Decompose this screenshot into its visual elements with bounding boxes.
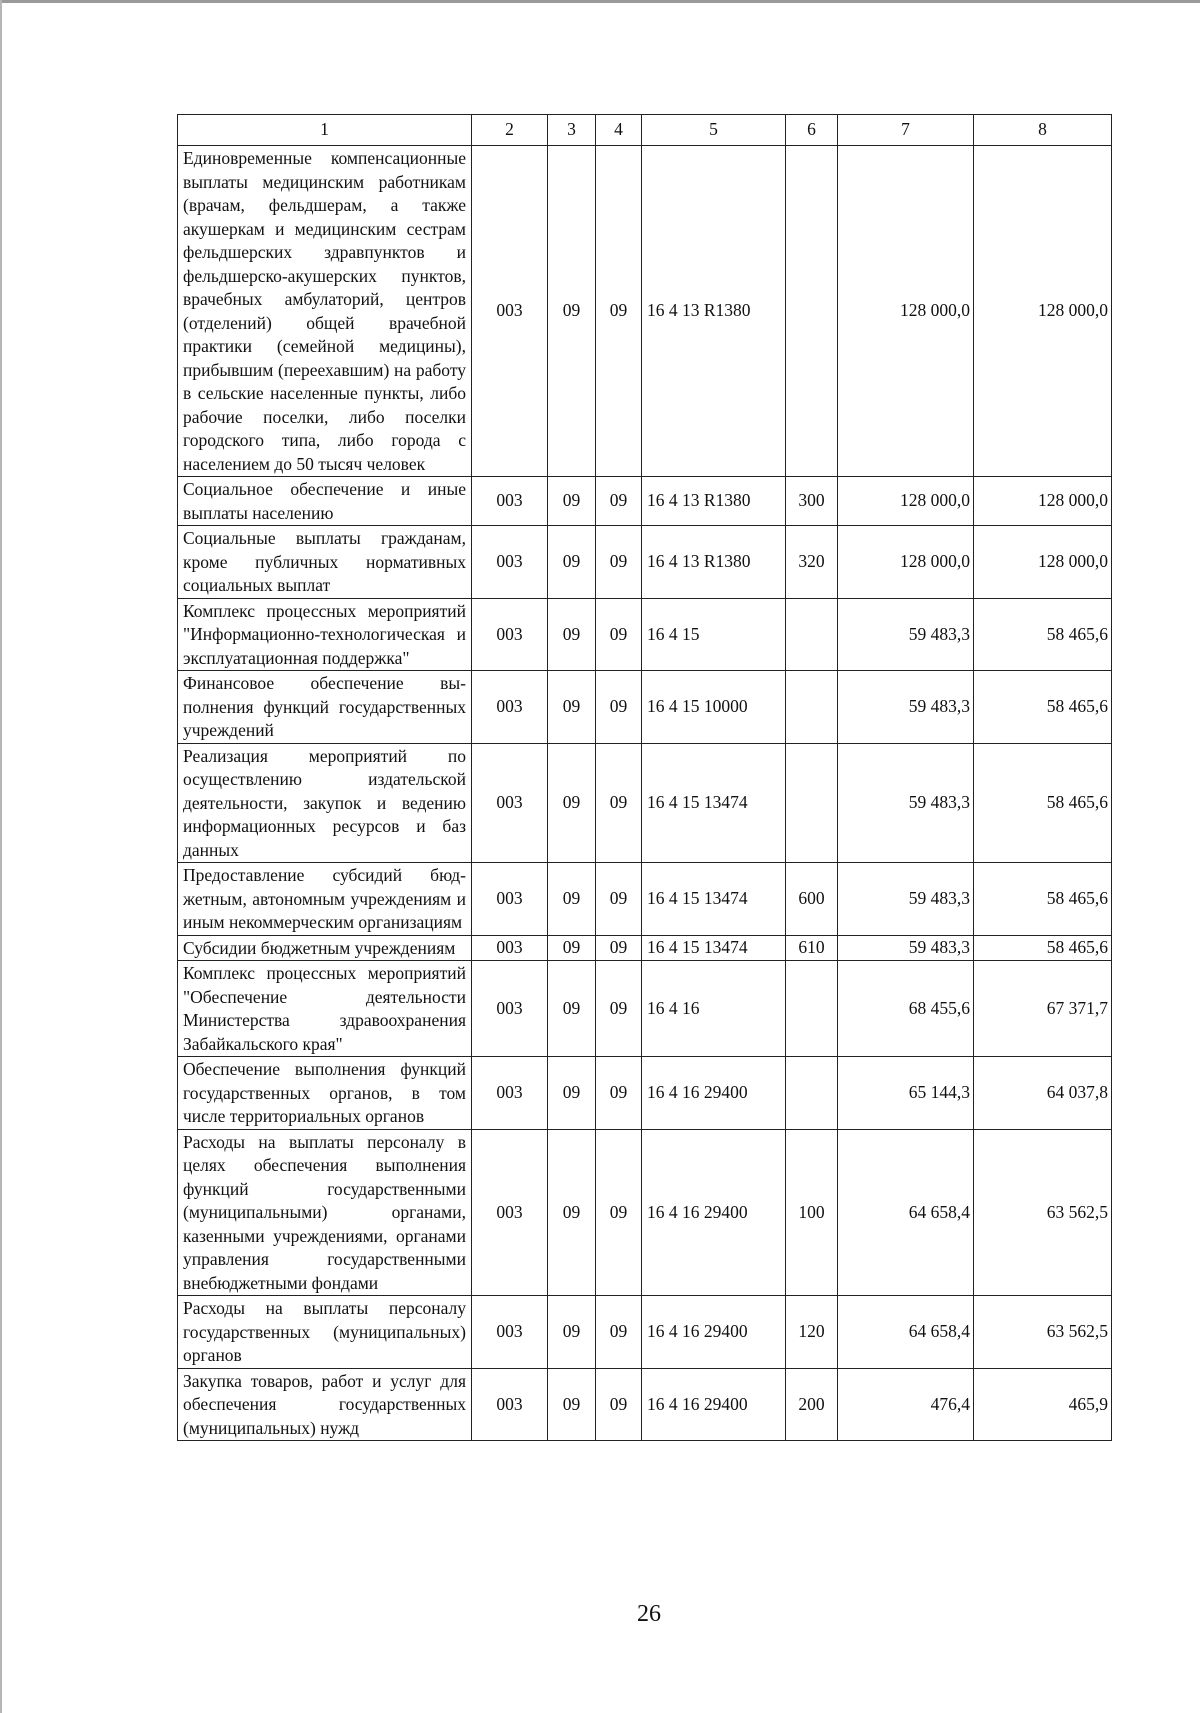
table-header-row: [178, 115, 1112, 146]
scan-edge-left: [0, 0, 2, 1713]
subsection-code: 09: [596, 1129, 642, 1296]
row-description: Единовременные компенсационные выплаты медицинским работникам (врачам, фельдшерам, а также акушеркам и медицинским сестрам фельдшерских здравпунктов и фельдшерско-акушерских пунктов, врачебных амбулаторий, центров (отделений) общей врачебной практики (семейной медицины), прибывшим (переехавшим) на работу в сельские населенные пункты, либо рабочие поселки, либо поселки городского типа, либо города с населением до 50 тысяч человек: [178, 146, 472, 477]
amount-col7: 128 000,0: [838, 526, 974, 599]
expense-type-code: 610: [786, 935, 838, 961]
table-row: [178, 1129, 1112, 1296]
row-description: Комплекс процессных мероприятий "Информационно-технологическая и эксплуатационная поддержка": [178, 598, 472, 671]
target-article-code: 16 4 15 10000: [642, 671, 786, 744]
column-header-1: 1: [178, 115, 472, 146]
table-row: [178, 1057, 1112, 1130]
column-header-2: 2: [472, 115, 548, 146]
amount-col7: 65 144,3: [838, 1057, 974, 1130]
section-code: 09: [548, 671, 596, 744]
target-article-code: 16 4 16: [642, 961, 786, 1057]
table-row: [178, 526, 1112, 599]
ministry-code: 003: [472, 863, 548, 936]
scan-edge-top: [0, 0, 1200, 3]
subsection-code: 09: [596, 1296, 642, 1369]
amount-col7: 59 483,3: [838, 935, 974, 961]
table-row: [178, 743, 1112, 863]
amount-col7: 59 483,3: [838, 863, 974, 936]
target-article-code: 16 4 13 R1380: [642, 477, 786, 526]
amount-col7: 59 483,3: [838, 743, 974, 863]
subsection-code: 09: [596, 935, 642, 961]
amount-col8: 58 465,6: [974, 671, 1112, 744]
expense-type-code: [786, 961, 838, 1057]
amount-col7: 68 455,6: [838, 961, 974, 1057]
expense-type-code: 100: [786, 1129, 838, 1296]
row-description: Расходы на выплаты персоналу государственных (муниципальных) органов: [178, 1296, 472, 1369]
section-code: 09: [548, 1368, 596, 1441]
ministry-code: 003: [472, 477, 548, 526]
amount-col7: 59 483,3: [838, 671, 974, 744]
amount-col8: 63 562,5: [974, 1129, 1112, 1296]
ministry-code: 003: [472, 671, 548, 744]
amount-col7: 59 483,3: [838, 598, 974, 671]
target-article-code: 16 4 16 29400: [642, 1296, 786, 1369]
target-article-code: 16 4 13 R1380: [642, 526, 786, 599]
subsection-code: 09: [596, 477, 642, 526]
row-description: Социальное обеспечение и иные выплаты населению: [178, 477, 472, 526]
target-article-code: 16 4 16 29400: [642, 1057, 786, 1130]
expense-type-code: 200: [786, 1368, 838, 1441]
section-code: 09: [548, 598, 596, 671]
table-row: [178, 477, 1112, 526]
subsection-code: 09: [596, 671, 642, 744]
ministry-code: 003: [472, 1057, 548, 1130]
amount-col7: 128 000,0: [838, 146, 974, 477]
amount-col8: 58 465,6: [974, 935, 1112, 961]
section-code: 09: [548, 1296, 596, 1369]
row-description: Обеспечение выполнения функций государственных органов, в том числе территориальных органов: [178, 1057, 472, 1130]
expense-type-code: [786, 146, 838, 477]
ministry-code: 003: [472, 598, 548, 671]
expense-type-code: 120: [786, 1296, 838, 1369]
target-article-code: 16 4 15 13474: [642, 743, 786, 863]
table-row: [178, 961, 1112, 1057]
row-description: Предоставление субсидий бюджетным, автономным учреждениям и иным некоммерческим организациям: [178, 863, 472, 936]
target-article-code: 16 4 16 29400: [642, 1368, 786, 1441]
table-row: [178, 863, 1112, 936]
amount-col8: 128 000,0: [974, 526, 1112, 599]
amount-col8: 58 465,6: [974, 863, 1112, 936]
section-code: 09: [548, 1057, 596, 1130]
section-code: 09: [548, 1129, 596, 1296]
amount-col8: 63 562,5: [974, 1296, 1112, 1369]
expense-type-code: [786, 743, 838, 863]
amount-col7: 64 658,4: [838, 1296, 974, 1369]
table-row: [178, 598, 1112, 671]
subsection-code: 09: [596, 146, 642, 477]
column-header-3: 3: [548, 115, 596, 146]
ministry-code: 003: [472, 146, 548, 477]
subsection-code: 09: [596, 743, 642, 863]
section-code: 09: [548, 961, 596, 1057]
expense-type-code: [786, 671, 838, 744]
expense-type-code: [786, 1057, 838, 1130]
table-row: [178, 146, 1112, 477]
amount-col8: 128 000,0: [974, 477, 1112, 526]
subsection-code: 09: [596, 526, 642, 599]
ministry-code: 003: [472, 935, 548, 961]
table-row: [178, 1368, 1112, 1441]
row-description: Социальные выплаты гражданам, кроме публичных нормативных социальных выплат: [178, 526, 472, 599]
section-code: 09: [548, 526, 596, 599]
amount-col8: 67 371,7: [974, 961, 1112, 1057]
amount-col7: 128 000,0: [838, 477, 974, 526]
amount-col8: 58 465,6: [974, 598, 1112, 671]
expense-type-code: 320: [786, 526, 838, 599]
target-article-code: 16 4 16 29400: [642, 1129, 786, 1296]
row-description: Закупка товаров, работ и услуг для обеспечения государственных (муниципальных) нужд: [178, 1368, 472, 1441]
expense-type-code: [786, 598, 838, 671]
table-row: [178, 1296, 1112, 1369]
ministry-code: 003: [472, 743, 548, 863]
section-code: 09: [548, 146, 596, 477]
subsection-code: 09: [596, 961, 642, 1057]
amount-col8: 64 037,8: [974, 1057, 1112, 1130]
ministry-code: 003: [472, 961, 548, 1057]
budget-table: [177, 114, 1112, 1441]
row-description: Финансовое обеспечение выполнения функций государственных учреждений: [178, 671, 472, 744]
ministry-code: 003: [472, 1129, 548, 1296]
target-article-code: 16 4 15: [642, 598, 786, 671]
ministry-code: 003: [472, 1296, 548, 1369]
ministry-code: 003: [472, 1368, 548, 1441]
subsection-code: 09: [596, 863, 642, 936]
target-article-code: 16 4 15 13474: [642, 935, 786, 961]
column-header-4: 4: [596, 115, 642, 146]
subsection-code: 09: [596, 1368, 642, 1441]
column-header-6: 6: [786, 115, 838, 146]
row-description: Расходы на выплаты персоналу в целях обеспечения выполнения функций государственными (муниципальными) органами, казенными учреждениями, органами управления государственными внебюджетными фондами: [178, 1129, 472, 1296]
column-header-5: 5: [642, 115, 786, 146]
page-number: 26: [637, 1601, 661, 1627]
amount-col7: 64 658,4: [838, 1129, 974, 1296]
expense-type-code: 300: [786, 477, 838, 526]
expense-type-code: 600: [786, 863, 838, 936]
amount-col8: 128 000,0: [974, 146, 1112, 477]
row-description: Реализация мероприятий по осуществлению издательской деятельности, закупок и ведению информационных ресурсов и баз данных: [178, 743, 472, 863]
amount-col8: 58 465,6: [974, 743, 1112, 863]
row-description: Субсидии бюджетным учреждениям: [178, 935, 472, 961]
section-code: 09: [548, 935, 596, 961]
column-header-7: 7: [838, 115, 974, 146]
subsection-code: 09: [596, 1057, 642, 1130]
amount-col8: 465,9: [974, 1368, 1112, 1441]
section-code: 09: [548, 863, 596, 936]
table-row: [178, 671, 1112, 744]
subsection-code: 09: [596, 598, 642, 671]
amount-col7: 476,4: [838, 1368, 974, 1441]
section-code: 09: [548, 743, 596, 863]
target-article-code: 16 4 15 13474: [642, 863, 786, 936]
row-description: Комплекс процессных мероприятий "Обеспечение деятельности Министерства здравоохранения Забайкальского края": [178, 961, 472, 1057]
table-row: [178, 935, 1112, 961]
column-header-8: 8: [974, 115, 1112, 146]
section-code: 09: [548, 477, 596, 526]
target-article-code: 16 4 13 R1380: [642, 146, 786, 477]
ministry-code: 003: [472, 526, 548, 599]
